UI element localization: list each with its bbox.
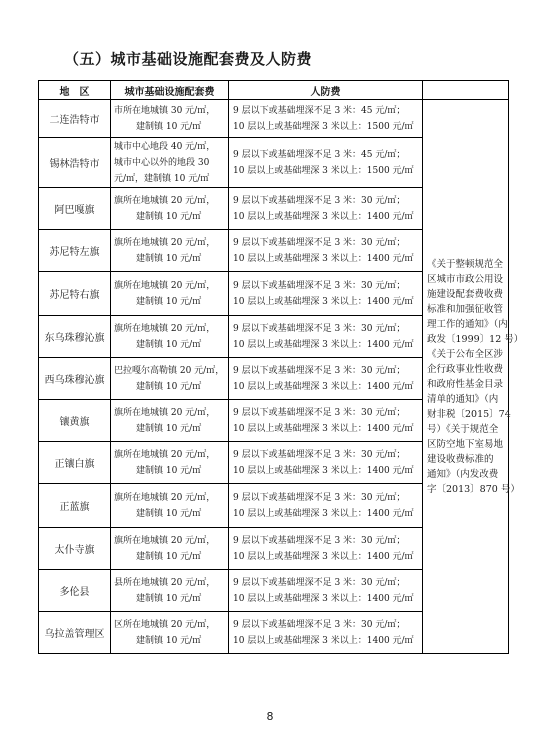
page-number: 8: [266, 710, 274, 723]
infrastructure-fee-line: 建制镇 10 元/㎡: [136, 296, 202, 307]
civil-defense-fee-cell: [229, 570, 423, 612]
civil-defense-fee-line: 10 层以上或基础埋深 3 米以上：1500 元/㎡: [233, 121, 414, 132]
region-cell: 锡林浩特市: [39, 138, 111, 188]
policy-basis-line: 建设收费标准的: [427, 453, 494, 465]
region-cell: 正镶白旗: [39, 442, 111, 484]
infrastructure-fee-cell: [111, 188, 229, 230]
infrastructure-fee-line: 建制镇 10 元/㎡: [136, 381, 202, 392]
policy-basis-line: 《关于整顿规范全: [427, 258, 504, 270]
infrastructure-fee-line: 巴拉嘎尔高勒镇 20 元/㎡，: [114, 365, 225, 376]
policy-basis-line: 《关于公布全区涉: [427, 348, 504, 360]
section-title: （五）城市基础设施配套费及人防费: [64, 50, 313, 68]
infrastructure-fee-cell: [111, 230, 229, 272]
policy-basis-cell: [423, 100, 524, 654]
header-region: 地 区: [39, 81, 111, 100]
infrastructure-fee-cell: [111, 358, 229, 400]
civil-defense-fee-cell: [229, 484, 423, 528]
civil-defense-fee-line: 9 层以下或基础埋深不足 3 米：30 元/㎡；: [233, 449, 406, 460]
civil-defense-fee-line: 10 层以上或基础埋深 3 米以上：1400 元/㎡: [233, 253, 414, 264]
civil-defense-fee-line: 10 层以上或基础埋深 3 米以上：1400 元/㎡: [233, 296, 414, 307]
region-cell: 多伦县: [39, 570, 111, 612]
civil-defense-fee-cell: [229, 188, 423, 230]
header-basis: [423, 81, 509, 100]
infrastructure-fee-line: 建制镇 10 元/㎡: [136, 121, 202, 132]
civil-defense-fee-cell: [229, 528, 423, 570]
policy-basis-line: 清单的通知》（内: [427, 393, 499, 405]
civil-defense-fee-line: 9 层以下或基础埋深不足 3 米：30 元/㎡；: [233, 577, 406, 588]
policy-basis-line: 通知》（内发改费: [427, 468, 499, 480]
infrastructure-fee-line: 建制镇 10 元/㎡: [136, 211, 202, 222]
policy-basis-line: 企行政事业性收费: [427, 363, 504, 375]
fee-table: [38, 80, 524, 654]
infrastructure-fee-line: 旗所在地城镇 20 元/㎡，: [114, 237, 216, 248]
infrastructure-fee-cell: [111, 442, 229, 484]
infrastructure-fee-line: 城市中心以外的地段 30: [114, 157, 210, 168]
civil-defense-fee-line: 9 层以下或基础埋深不足 3 米：30 元/㎡；: [233, 492, 406, 503]
policy-basis-line: 财非税〔2015〕74: [427, 408, 511, 420]
infrastructure-fee-line: 市所在地城镇 30 元/㎡，: [114, 105, 216, 116]
region-cell: 苏尼特右旗: [39, 272, 111, 316]
region-cell: 太仆寺旗: [39, 528, 111, 570]
policy-basis-line: 理工作的通知》（内: [427, 318, 508, 330]
region-cell: 二连浩特市: [39, 100, 111, 138]
region-cell: 苏尼特左旗: [39, 230, 111, 272]
region-cell: 镶黄旗: [39, 400, 111, 442]
header-civil-defense-fee: 人防费: [229, 81, 423, 100]
infrastructure-fee-cell: [111, 484, 229, 528]
civil-defense-fee-line: 9 层以下或基础埋深不足 3 米：30 元/㎡；: [233, 237, 406, 248]
region-cell: 阿巴嘎旗: [39, 188, 111, 230]
civil-defense-fee-line: 9 层以下或基础埋深不足 3 米：30 元/㎡；: [233, 535, 406, 546]
civil-defense-fee-line: 10 层以上或基础埋深 3 米以上：1400 元/㎡: [233, 423, 414, 434]
infrastructure-fee-cell: [111, 528, 229, 570]
civil-defense-fee-line: 9 层以下或基础埋深不足 3 米：30 元/㎡；: [233, 323, 406, 334]
infrastructure-fee-line: 建制镇 10 元/㎡: [136, 508, 202, 519]
civil-defense-fee-line: 10 层以上或基础埋深 3 米以上：1400 元/㎡: [233, 339, 414, 350]
civil-defense-fee-cell: [229, 272, 423, 316]
region-cell: 东乌珠穆沁旗: [39, 316, 111, 358]
civil-defense-fee-line: 10 层以上或基础埋深 3 米以上：1400 元/㎡: [233, 211, 414, 222]
region-cell: 乌拉盖管理区: [39, 612, 111, 654]
civil-defense-fee-line: 9 层以下或基础埋深不足 3 米：30 元/㎡；: [233, 280, 406, 291]
infrastructure-fee-line: 建制镇 10 元/㎡: [136, 423, 202, 434]
civil-defense-fee-line: 9 层以下或基础埋深不足 3 米：30 元/㎡；: [233, 195, 406, 206]
infrastructure-fee-line: 旗所在地城镇 20 元/㎡，: [114, 535, 216, 546]
region-cell: 西乌珠穆沁旗: [39, 358, 111, 400]
policy-basis-line: 政发〔1999〕12 号）: [427, 333, 524, 345]
civil-defense-fee-line: 9 层以下或基础埋深不足 3 米：30 元/㎡；: [233, 407, 406, 418]
infrastructure-fee-line: 建制镇 10 元/㎡: [136, 339, 202, 350]
civil-defense-fee-line: 10 层以上或基础埋深 3 米以上：1400 元/㎡: [233, 508, 414, 519]
infrastructure-fee-cell: [111, 570, 229, 612]
infrastructure-fee-line: 旗所在地城镇 20 元/㎡，: [114, 449, 216, 460]
civil-defense-fee-line: 10 层以上或基础埋深 3 米以上：1400 元/㎡: [233, 593, 414, 604]
civil-defense-fee-line: 10 层以上或基础埋深 3 米以上：1400 元/㎡: [233, 465, 414, 476]
infrastructure-fee-cell: [111, 272, 229, 316]
region-cell: 正蓝旗: [39, 484, 111, 528]
table-row: [39, 100, 509, 138]
infrastructure-fee-line: 县所在地城镇 20 元/㎡，: [114, 577, 216, 588]
infrastructure-fee-line: 旗所在地城镇 20 元/㎡，: [114, 492, 216, 503]
civil-defense-fee-line: 9 层以下或基础埋深不足 3 米：30 元/㎡；: [233, 619, 406, 630]
infrastructure-fee-line: 区所在地城镇 20 元/㎡，: [114, 619, 216, 630]
policy-basis-line: 号）《关于规范全: [427, 423, 499, 435]
infrastructure-fee-cell: [111, 100, 229, 138]
header-infrastructure-fee: 城市基础设施配套费: [111, 81, 229, 100]
infrastructure-fee-cell: [111, 400, 229, 442]
infrastructure-fee-cell: [111, 612, 229, 654]
civil-defense-fee-cell: [229, 358, 423, 400]
policy-basis-line: 区防空地下室易地: [427, 438, 504, 450]
civil-defense-fee-line: 10 层以上或基础埋深 3 米以上：1400 元/㎡: [233, 551, 414, 562]
infrastructure-fee-line: 建制镇 10 元/㎡: [136, 593, 202, 604]
civil-defense-fee-cell: [229, 612, 423, 654]
policy-basis-line: 字〔2013〕870 号）: [427, 483, 520, 495]
civil-defense-fee-cell: [229, 400, 423, 442]
civil-defense-fee-line: 10 层以上或基础埋深 3 米以上：1500 元/㎡: [233, 165, 414, 176]
civil-defense-fee-cell: [229, 100, 423, 138]
civil-defense-fee-cell: [229, 442, 423, 484]
infrastructure-fee-line: 旗所在地城镇 20 元/㎡，: [114, 407, 216, 418]
infrastructure-fee-line: 旗所在地城镇 20 元/㎡，: [114, 323, 216, 334]
civil-defense-fee-line: 9 层以下或基础埋深不足 3 米：45 元/㎡；: [233, 149, 406, 160]
policy-basis-line: 施建设配套费收费: [427, 288, 504, 300]
civil-defense-fee-line: 10 层以上或基础埋深 3 米以上：1400 元/㎡: [233, 635, 414, 646]
civil-defense-fee-line: 10 层以上或基础埋深 3 米以上：1400 元/㎡: [233, 381, 414, 392]
civil-defense-fee-cell: [229, 316, 423, 358]
infrastructure-fee-cell: [111, 316, 229, 358]
infrastructure-fee-line: 建制镇 10 元/㎡: [136, 551, 202, 562]
infrastructure-fee-line: 旗所在地城镇 20 元/㎡，: [114, 280, 216, 291]
infrastructure-fee-line: 城市中心地段 40 元/㎡，: [114, 141, 216, 152]
civil-defense-fee-line: 9 层以下或基础埋深不足 3 米：30 元/㎡；: [233, 365, 406, 376]
policy-basis-line: 和政府性基金目录: [427, 378, 504, 390]
infrastructure-fee-line: 建制镇 10 元/㎡: [136, 635, 202, 646]
civil-defense-fee-line: 9 层以下或基础埋深不足 3 米：45 元/㎡；: [233, 105, 406, 116]
infrastructure-fee-line: 旗所在地城镇 20 元/㎡，: [114, 195, 216, 206]
infrastructure-fee-line: 建制镇 10 元/㎡: [136, 253, 202, 264]
infrastructure-fee-cell: [111, 138, 229, 188]
policy-basis-line: 标准和加强征收管: [427, 303, 504, 315]
infrastructure-fee-line: 建制镇 10 元/㎡: [136, 465, 202, 476]
policy-basis-line: 区城市市政公用设: [427, 273, 504, 285]
civil-defense-fee-cell: [229, 230, 423, 272]
infrastructure-fee-line: 元/㎡，建制镇 10 元/㎡: [114, 173, 210, 184]
table-header-row: [39, 81, 509, 100]
civil-defense-fee-cell: [229, 138, 423, 188]
